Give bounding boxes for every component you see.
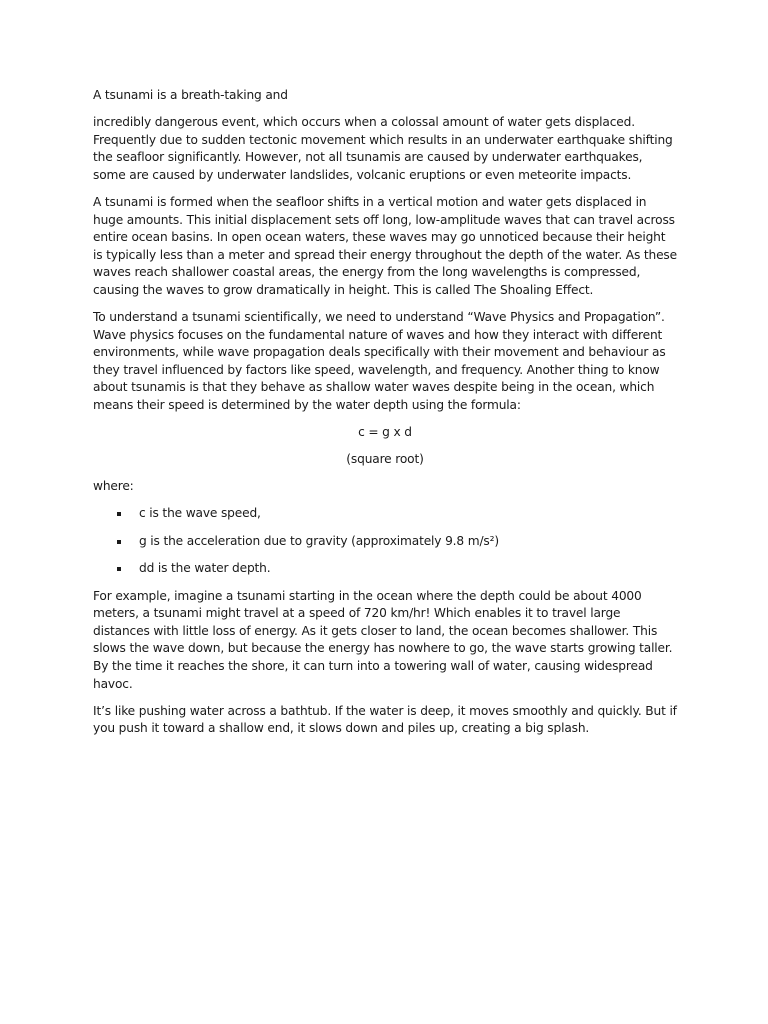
list-item <box>93 533 677 551</box>
list-item-text: dd is the water depth. <box>139 561 271 576</box>
variable-list <box>93 505 677 577</box>
formula: c = g x d <box>358 425 412 440</box>
paragraph-wave-physics: To understand a tsunami scientifically, we need to understand “Wave Physics and Propagation”. Wave physics focuses on the fundamental nature of waves and how they interact with different environments, while wave propagation deals specifically with their movement and behaviour as they travel influenced by factors like speed, wavelength, and frequency. Another thing to know about tsunamis is that they behave as shallow water waves despite being in the ocean, which means their speed is determined by the water depth using the formula: <box>93 310 666 412</box>
intro-line: A tsunami is a breath-taking and <box>93 88 288 102</box>
square-bullet-icon <box>117 567 121 571</box>
paragraph-causes: incredibly dangerous event, which occurs when a colossal amount of water gets displaced. Frequently due to sudden tectonic movement which results in an underwater earthquake shifting the seafloor significantly. However, not all tsunamis are caused by underwater earthquakes, some are caused by underwater landslides, volcanic eruptions or even meteorite impacts. <box>93 115 673 182</box>
paragraph-example: For example, imagine a tsunami starting in the ocean where the depth could be about 4000 meters, a tsunami might travel at a speed of 720 km/hr! Which enables it to travel large distances with little loss of energy. As it gets closer to land, the ocean becomes shallower. This slows the wave down, but because the energy has nowhere to go, the wave starts growing taller. By the time it reaches the shore, it can turn into a towering wall of water, causing widespread havoc. <box>93 588 673 691</box>
square-bullet-icon <box>117 540 121 544</box>
paragraph-analogy: It’s like pushing water across a bathtub. If the water is deep, it moves smoothly and quickly. But if you push it toward a shallow end, it slows down and piles up, creating a big splash. <box>93 703 677 736</box>
formula-note: (square root) <box>346 452 424 467</box>
document-page <box>93 87 677 747</box>
list-item-text: g is the acceleration due to gravity (approximately 9.8 m/s²) <box>139 533 499 548</box>
list-item <box>93 560 677 578</box>
list-item-text: c is the wave speed, <box>139 506 261 521</box>
square-bullet-icon <box>117 512 121 516</box>
where-label: where: <box>93 479 134 494</box>
paragraph-formation: A tsunami is formed when the seafloor shifts in a vertical motion and water gets displaced in huge amounts. This initial displacement sets off long, low-amplitude waves that can travel across entire ocean basins. In open ocean waters, these waves may go unnoticed because their height is typically less than a meter and spread their energy throughout the depth of the water. As these waves reach shallower coastal areas, the energy from the long wavelengths is compressed, causing the waves to grow dramatically in height. This is called The Shoaling Effect. <box>93 194 677 297</box>
list-item <box>93 505 677 523</box>
